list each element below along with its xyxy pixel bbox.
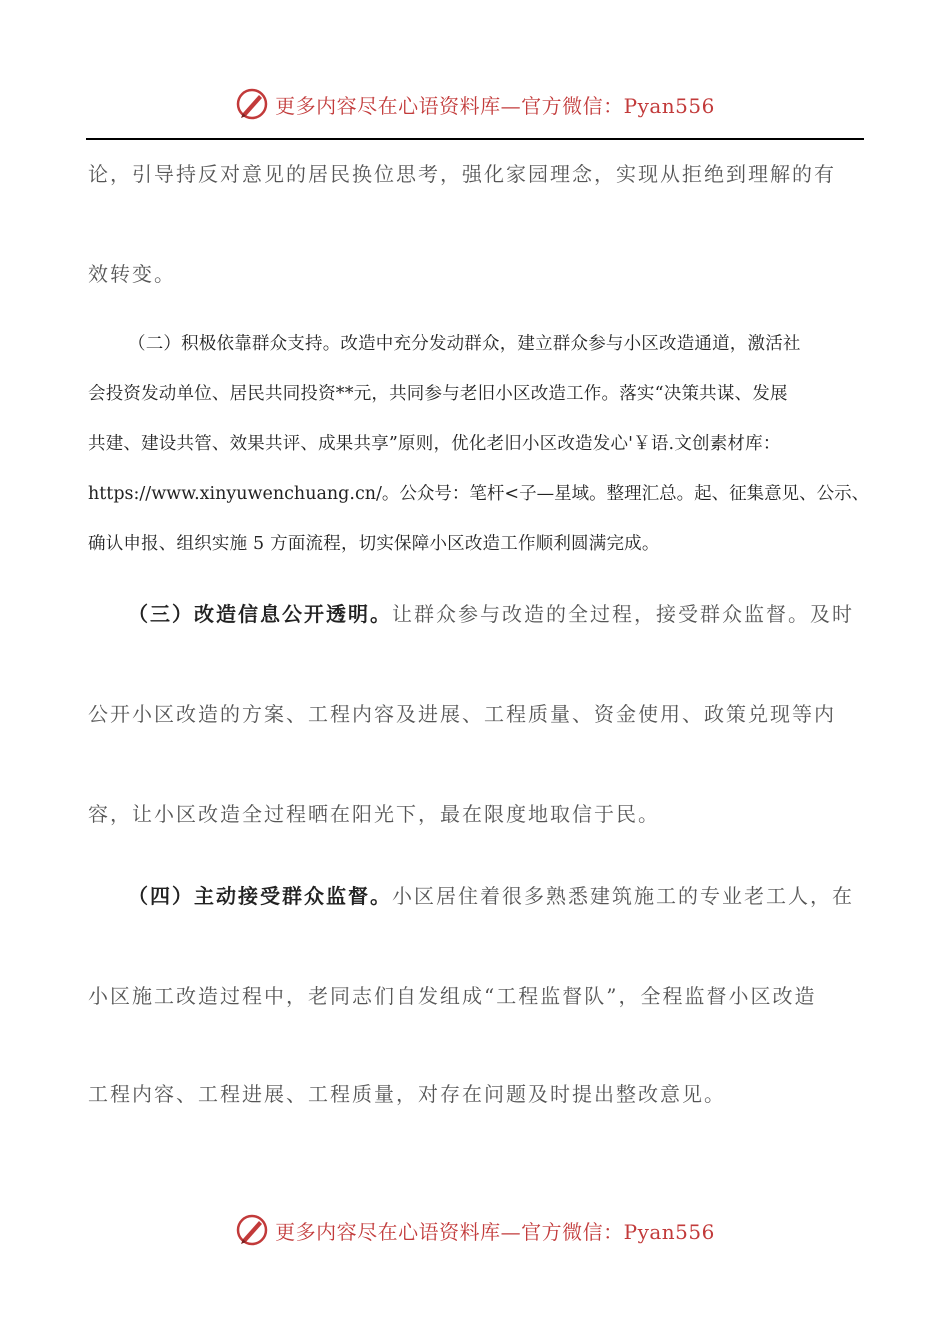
footer-banner — [0, 1210, 950, 1250]
section4-line-1-text: 小区居住着很多熟悉建筑施工的专业老工人，在 — [392, 884, 854, 908]
body-line-4: 会投资发动单位、居民共同投资**元，共同参与老旧小区改造工作。落实“决策共谋、发展 — [88, 384, 788, 404]
header-banner — [0, 84, 950, 124]
body-line-3: （二）积极依靠群众支持。改造中充分发动群众，建立群众参与小区改造通道，激活社 — [128, 334, 801, 354]
section3-line-2: 公开小区改造的方案、工程内容及进展、工程质量、资金使用、政策兑现等内 — [88, 702, 836, 726]
body-line-2: 效转变。 — [88, 262, 176, 286]
header-banner-text: 更多内容尽在心语资料库—官方微信：Pyan556 — [275, 93, 715, 118]
section4-line-3: 工程内容、工程进展、工程质量，对存在问题及时提出整改意见。 — [88, 1082, 726, 1106]
body-line-5: 共建、建设共管、效果共评、成果共享”原则，优化老旧小区改造发心'￥语.文创素材库： — [88, 434, 781, 454]
section4-line-2: 小区施工改造过程中，老同志们自发组成“工程监督队”，全程监督小区改造 — [88, 984, 817, 1008]
header-divider — [86, 138, 864, 140]
section3-heading: （三）改造信息公开透明。 — [128, 602, 392, 626]
footer-banner-text: 更多内容尽在心语资料库—官方微信：Pyan556 — [275, 1219, 715, 1244]
body-line-7: 确认申报、组织实施 5 方面流程，切实保障小区改造工作顺利圆满完成。 — [88, 534, 660, 554]
pen-logo-icon — [235, 87, 269, 121]
body-line-1: 论，引导持反对意见的居民换位思考，强化家园理念，实现从拒绝到理解的有 — [88, 162, 836, 186]
section4-heading: （四）主动接受群众监督。 — [128, 884, 392, 908]
section3-line-3: 容，让小区改造全过程晒在阳光下，最在限度地取信于民。 — [88, 802, 660, 826]
body-line-6: https://www.xinyuwenchuang.cn/。公众号：笔杆<子—星域。整理汇总。起、征集意见、公示、 — [88, 484, 870, 504]
section3-line-1 — [128, 598, 918, 627]
section3-line-1-text: 让群众参与改造的全过程，接受群众监督。及时 — [392, 602, 854, 626]
pen-logo-icon — [235, 1213, 269, 1247]
section4-line-1 — [128, 880, 918, 909]
